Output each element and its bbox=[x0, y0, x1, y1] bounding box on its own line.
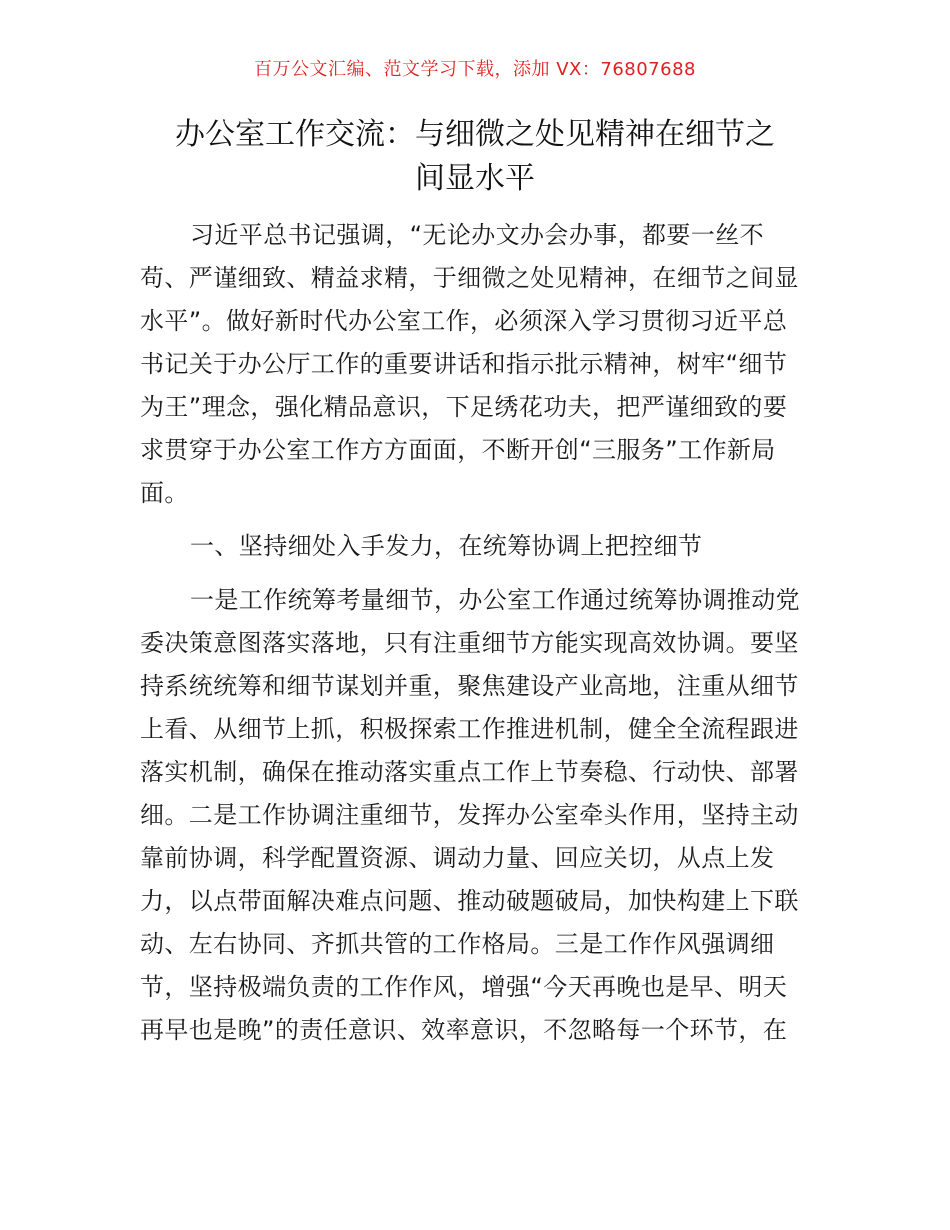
paragraph-line: 求贯穿于办公室工作方方面面，不断开创“三服务”工作新局 bbox=[140, 436, 776, 464]
paragraph-line: 动、左右协同、齐抓共管的工作格局。三是工作作风强调细 bbox=[140, 930, 775, 958]
paragraph-line: 书记关于办公厅工作的重要讲话和指示批示精神，树牢“细节 bbox=[140, 350, 788, 378]
paragraph-line: 苟、严谨细致、精益求精，于细微之处见精神，在细节之间显 bbox=[140, 264, 799, 292]
paragraph-line: 面。 bbox=[140, 479, 189, 507]
title-line: 间显水平 bbox=[415, 161, 535, 196]
paragraph-line: 节，坚持极端负责的工作作风，增强“今天再晚也是早、明天 bbox=[140, 973, 788, 1001]
paragraph-line: 上看、从细节上抓，积极探索工作推进机制，健全全流程跟进 bbox=[140, 715, 799, 743]
paragraph-line: 靠前协调，科学配置资源、调动力量、回应关切，从点上发 bbox=[140, 844, 775, 872]
paragraph-line: 水平”。做好新时代办公室工作，必须深入学习贯彻习近平总 bbox=[140, 307, 788, 335]
paragraph-line: 委决策意图落实落地，只有注重细节方能实现高效协调。要坚 bbox=[140, 629, 799, 657]
paragraph-line: 力，以点带面解决难点问题、推动破题破局，加快构建上下联 bbox=[140, 887, 799, 915]
watermark-header: 百万公文汇编、范文学习下载，添加 VX：76807688 bbox=[254, 59, 696, 80]
paragraph-line: 落实机制，确保在推动落实重点工作上节奏稳、行动快、部署 bbox=[140, 758, 799, 786]
title-line: 办公室工作交流：与细微之处见精神在细节之 bbox=[175, 117, 775, 152]
document-title bbox=[0, 113, 950, 201]
paragraph-line: 再早也是晚”的责任意识、效率意识，不忽略每一个环节，在 bbox=[140, 1016, 788, 1044]
paragraph-line: 持系统统筹和细节谋划并重，聚焦建设产业高地，注重从细节 bbox=[140, 672, 799, 700]
paragraph-line: 为王”理念，强化精品意识，下足绣花功夫，把严谨细致的要 bbox=[140, 393, 788, 421]
paragraph-line: 习近平总书记强调，“无论办文办会办事，都要一丝不 bbox=[190, 221, 765, 249]
paragraph-line: 一是工作统筹考量细节，办公室工作通过统筹协调推动党 bbox=[190, 586, 800, 614]
section-heading: 一、坚持细处入手发力，在统筹协调上把控细节 bbox=[190, 532, 703, 560]
paragraph-line: 细。二是工作协调注重细节，发挥办公室牵头作用，坚持主动 bbox=[140, 801, 799, 829]
